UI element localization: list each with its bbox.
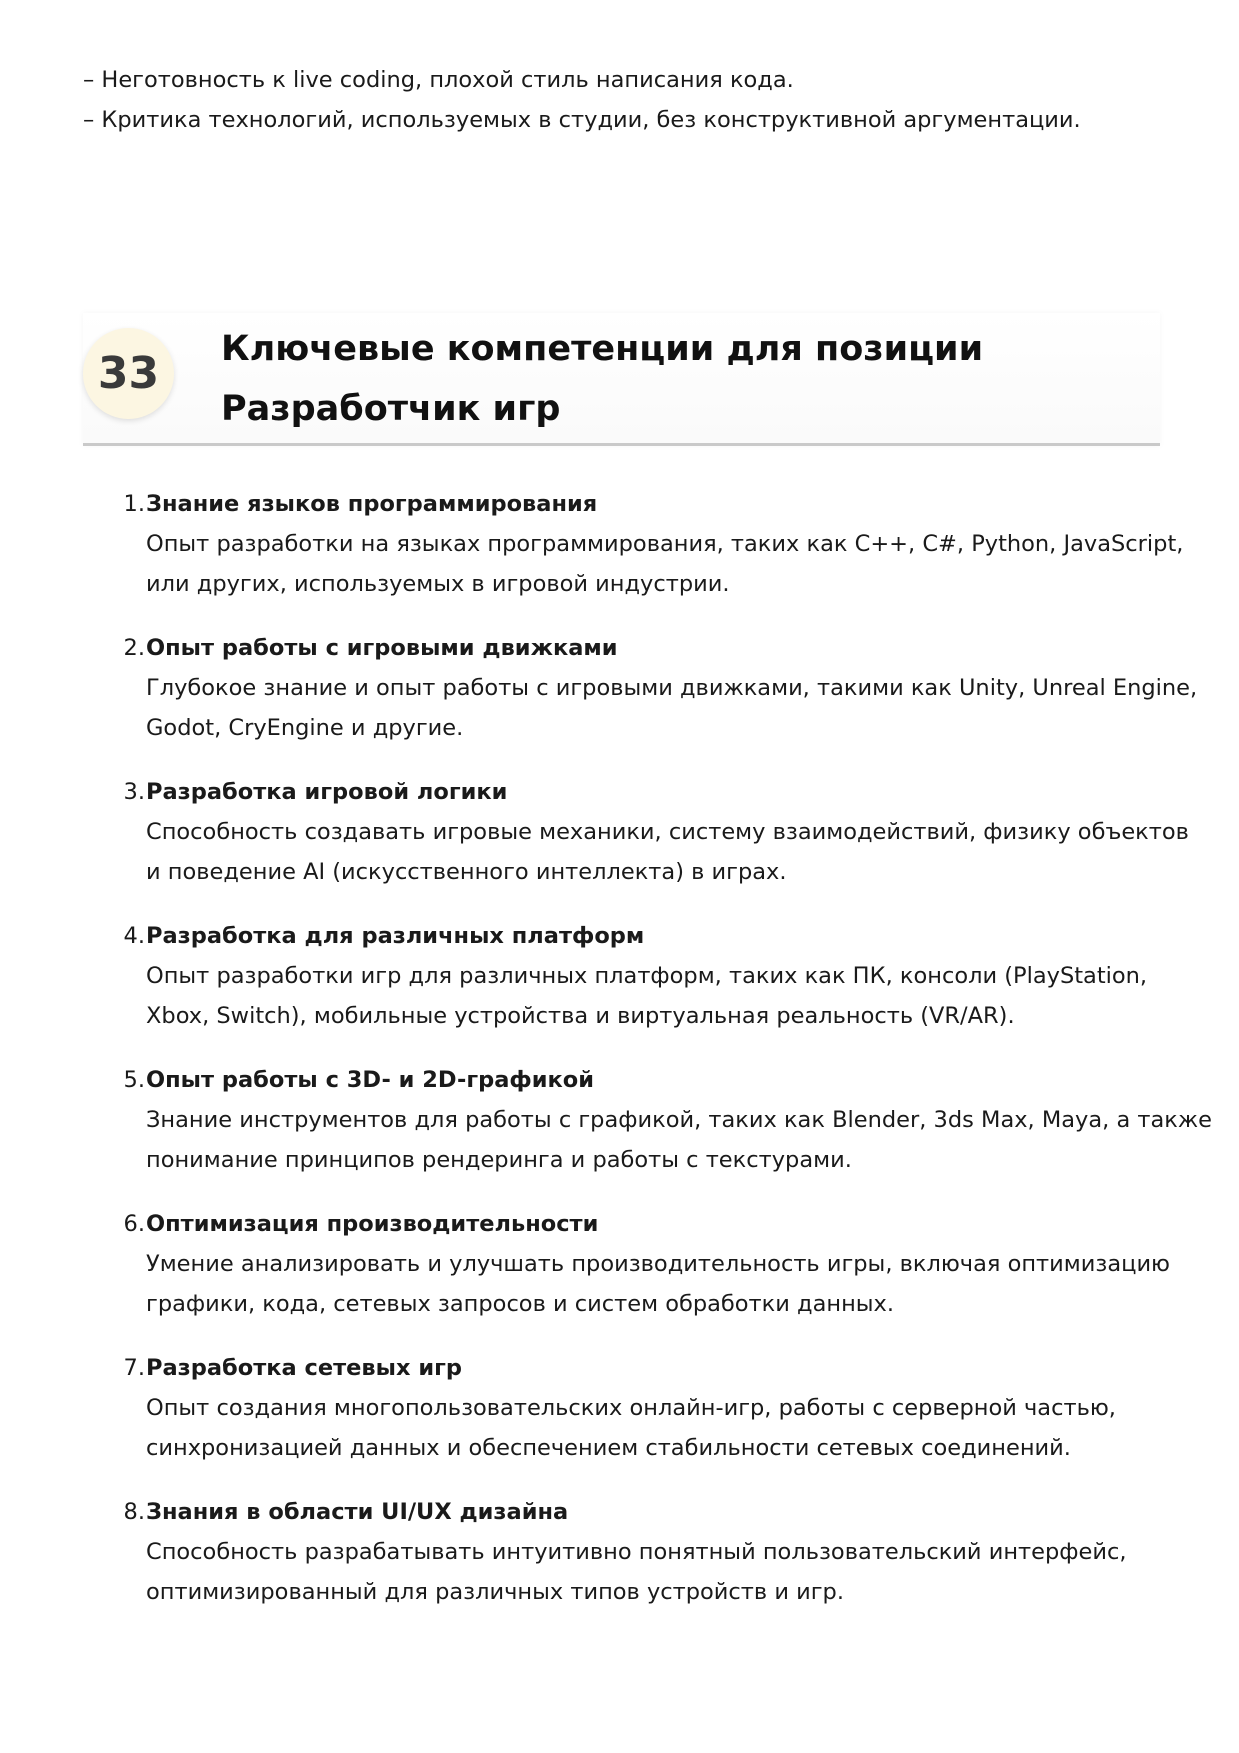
competency-description [146,1532,1175,1612]
competency-item [115,628,1198,748]
competency-title: Разработка сетевых игр [146,1355,462,1381]
competency-description-line: Способность создавать игровые механики, систему взаимодействий, физику объектов [146,819,1189,845]
competency-description-line: понимание принципов рендеринга и работы с текстурами. [146,1147,852,1173]
section-header [83,313,1160,446]
competency-description [146,668,1198,748]
competency-title: Оптимизация производительности [146,1211,599,1237]
competency-number: 8. [123,1499,145,1525]
section-title [221,319,983,439]
intro-line: – Неготовность к live coding, плохой стиль написания кода. [83,67,794,93]
competency-description [146,1244,1175,1324]
competency-description-line: Xbox, Switch), мобильные устройства и виртуальная реальность (VR/AR). [146,1003,1015,1029]
competency-description-line: Глубокое знание и опыт работы с игровыми движками, такими как Unity, Unreal Engine, [146,675,1198,701]
intro-line: – Критика технологий, используемых в студии, без конструктивной аргументации. [83,107,1081,133]
section-title-line: Разработчик игр [221,389,561,429]
competency-description-line: синхронизацией данных и обеспечением стабильности сетевых соединений. [146,1435,1071,1461]
competency-item [115,1204,1175,1324]
intro-block [83,60,1163,140]
competency-title: Знания в области UI/UX дизайна [146,1499,569,1525]
competency-description [146,1100,1212,1180]
competency-item [115,484,1184,604]
competency-item [115,1348,1175,1468]
competency-number: 3. [123,779,145,805]
section-title-line: Ключевые компетенции для позиции [221,329,984,369]
competency-description-line: Способность разрабатывать интуитивно понятный пользовательский интерфейс, [146,1539,1127,1565]
competency-title: Знание языков программирования [146,491,598,517]
competency-description-line: Godot, CryEngine и другие. [146,715,464,741]
competency-item [115,772,1189,892]
competency-list [115,484,1212,1636]
competency-description-line: оптимизированный для различных типов устройств и игр. [146,1579,844,1605]
competency-number: 4. [123,923,145,949]
competency-number: 2. [123,635,145,661]
competency-item [115,1060,1212,1180]
competency-description [146,1388,1175,1468]
competency-number: 7. [123,1355,145,1381]
competency-number: 1. [123,491,145,517]
competency-title: Разработка для различных платформ [146,923,645,949]
competency-description [146,956,1175,1036]
section-number-badge: 33 [83,328,174,419]
competency-description-line: Опыт разработки на языках программирования, таких как C++, C#, Python, JavaScript, [146,531,1184,557]
competency-title: Опыт работы с игровыми движками [146,635,618,661]
competency-item [115,1492,1175,1612]
competency-description-line: графики, кода, сетевых запросов и систем обработки данных. [146,1291,895,1317]
competency-description-line: Умение анализировать и улучшать производительность игры, включая оптимизацию [146,1251,1171,1277]
competency-description [146,812,1189,892]
competency-description-line: Знание инструментов для работы с графикой, таких как Blender, 3ds Max, Maya, а также [146,1107,1212,1133]
competency-number: 6. [123,1211,145,1237]
competency-title: Разработка игровой логики [146,779,508,805]
competency-description-line: или других, используемых в игровой индустрии. [146,571,730,597]
competency-item [115,916,1175,1036]
competency-title: Опыт работы с 3D- и 2D-графикой [146,1067,594,1093]
competency-description-line: Опыт создания многопользовательских онлайн-игр, работы с серверной частью, [146,1395,1116,1421]
competency-description-line: Опыт разработки игр для различных платформ, таких как ПК, консоли (PlayStation, [146,963,1148,989]
competency-description-line: и поведение AI (искусственного интеллекта) в играх. [146,859,787,885]
competency-description [146,524,1184,604]
competency-number: 5. [123,1067,145,1093]
